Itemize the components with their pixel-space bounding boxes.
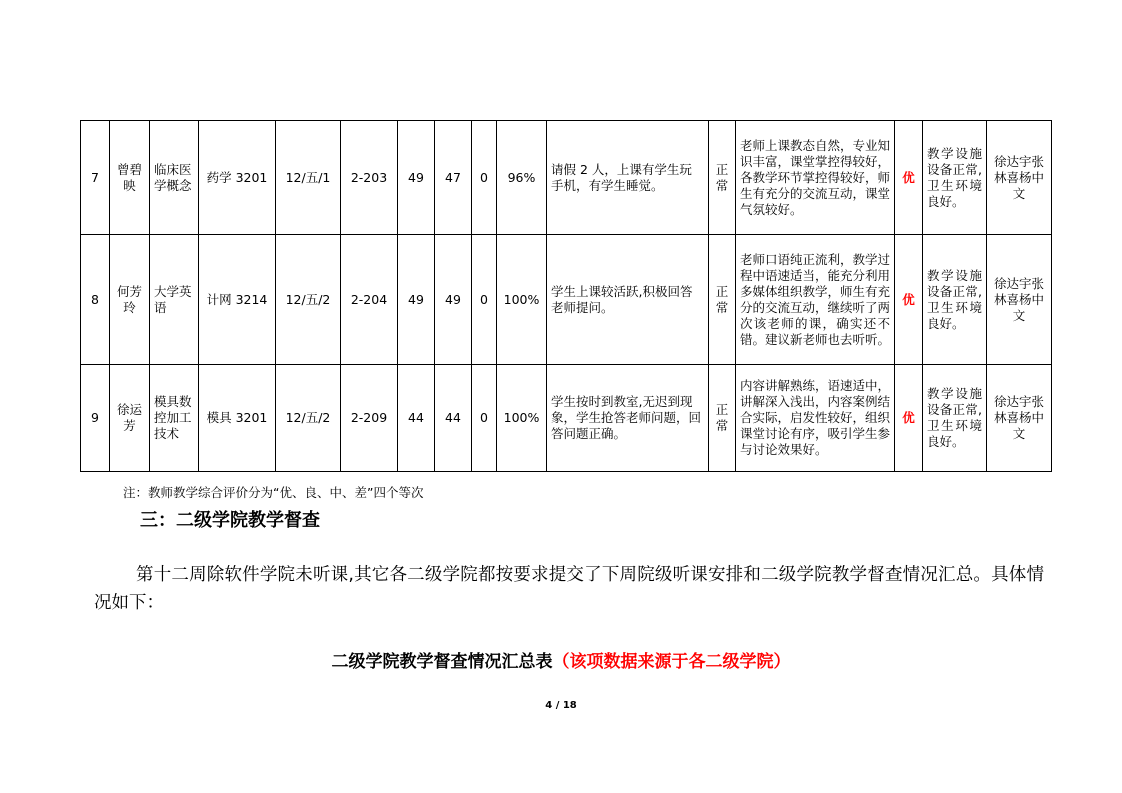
class-name: 模具 3201 <box>199 365 276 472</box>
summary-title-source-note: （该项数据来源于各二级学院） <box>552 652 791 672</box>
facility-status: 教学设施设备正常,卫生环境良好。 <box>923 235 987 365</box>
inspectors: 徐达宇张林喜杨中文 <box>987 121 1052 235</box>
week-day-period: 12/五/2 <box>276 235 341 365</box>
summary-table-title <box>0 647 1122 672</box>
course-name: 模具数控加工技术 <box>150 365 199 472</box>
classroom: 2-209 <box>341 365 398 472</box>
facility-status: 教学设施设备正常,卫生环境良好。 <box>923 365 987 472</box>
present-count: 49 <box>435 235 472 365</box>
teaching-evaluation-table <box>80 120 1052 472</box>
teaching-comment: 老师口语纯正流利，教学过程中语速适当，能充分利用多媒体组织教学，师生有充分的交流互动，继续听了两次该老师的课，确实还不错。建议新老师也去听听。 <box>736 235 895 365</box>
late-count: 0 <box>472 365 497 472</box>
inspectors: 徐达宇张林喜杨中文 <box>987 235 1052 365</box>
class-order: 正常 <box>709 365 736 472</box>
student-status: 学生按时到教室,无迟到现象，学生抢答老师问题，回答问题正确。 <box>547 365 709 472</box>
class-order: 正常 <box>709 235 736 365</box>
course-name: 临床医学概念 <box>150 121 199 235</box>
student-status: 学生上课较活跃,积极回答老师提问。 <box>547 235 709 365</box>
summary-title-text: 二级学院教学督查情况汇总表 <box>331 652 553 672</box>
table-row <box>81 121 1052 235</box>
late-count: 0 <box>472 235 497 365</box>
grade: 优 <box>895 121 923 235</box>
teaching-comment: 内容讲解熟练，语速适中，讲解深入浅出，内容案例结合实际，启发性较好，组织课堂讨论有序，吸引学生参与讨论效果好。 <box>736 365 895 472</box>
grade: 优 <box>895 235 923 365</box>
page-number: 4 / 18 <box>545 700 577 711</box>
class-name: 计网 3214 <box>199 235 276 365</box>
attendance-rate: 100% <box>497 235 547 365</box>
enrolled-count: 49 <box>398 235 435 365</box>
enrolled-count: 44 <box>398 365 435 472</box>
summary-paragraph: 第十二周除软件学院未听课,其它各二级学院都按要求提交了下周院级听课安排和二级学院教学督查情况汇总。具体情况如下： <box>94 565 1044 613</box>
facility-status: 教学设施设备正常,卫生环境良好。 <box>923 121 987 235</box>
classroom: 2-203 <box>341 121 398 235</box>
enrolled-count: 49 <box>398 121 435 235</box>
section-title: 三：二级学院教学督查 <box>140 510 320 531</box>
class-name: 药学 3201 <box>199 121 276 235</box>
teacher-name: 何芳玲 <box>110 235 150 365</box>
attendance-rate: 96% <box>497 121 547 235</box>
late-count: 0 <box>472 121 497 235</box>
teacher-name: 曾碧映 <box>110 121 150 235</box>
classroom: 2-204 <box>341 235 398 365</box>
teaching-comment: 老师上课教态自然，专业知识丰富，课堂掌控得较好，各教学环节掌控得较好，师生有充分的交流互动，课堂气氛较好。 <box>736 121 895 235</box>
row-number: 7 <box>81 121 110 235</box>
present-count: 47 <box>435 121 472 235</box>
grade: 优 <box>895 365 923 472</box>
week-day-period: 12/五/2 <box>276 365 341 472</box>
row-number: 9 <box>81 365 110 472</box>
student-status: 请假 2 人，上课有学生玩手机，有学生睡觉。 <box>547 121 709 235</box>
teacher-name: 徐运芳 <box>110 365 150 472</box>
row-number: 8 <box>81 235 110 365</box>
table-note: 注：教师教学综合评价分为“优、良、中、差”四个等次 <box>123 485 424 500</box>
table-row <box>81 235 1052 365</box>
present-count: 44 <box>435 365 472 472</box>
week-day-period: 12/五/1 <box>276 121 341 235</box>
attendance-rate: 100% <box>497 365 547 472</box>
table-row <box>81 365 1052 472</box>
inspectors: 徐达宇张林喜杨中文 <box>987 365 1052 472</box>
course-name: 大学英语 <box>150 235 199 365</box>
class-order: 正常 <box>709 121 736 235</box>
